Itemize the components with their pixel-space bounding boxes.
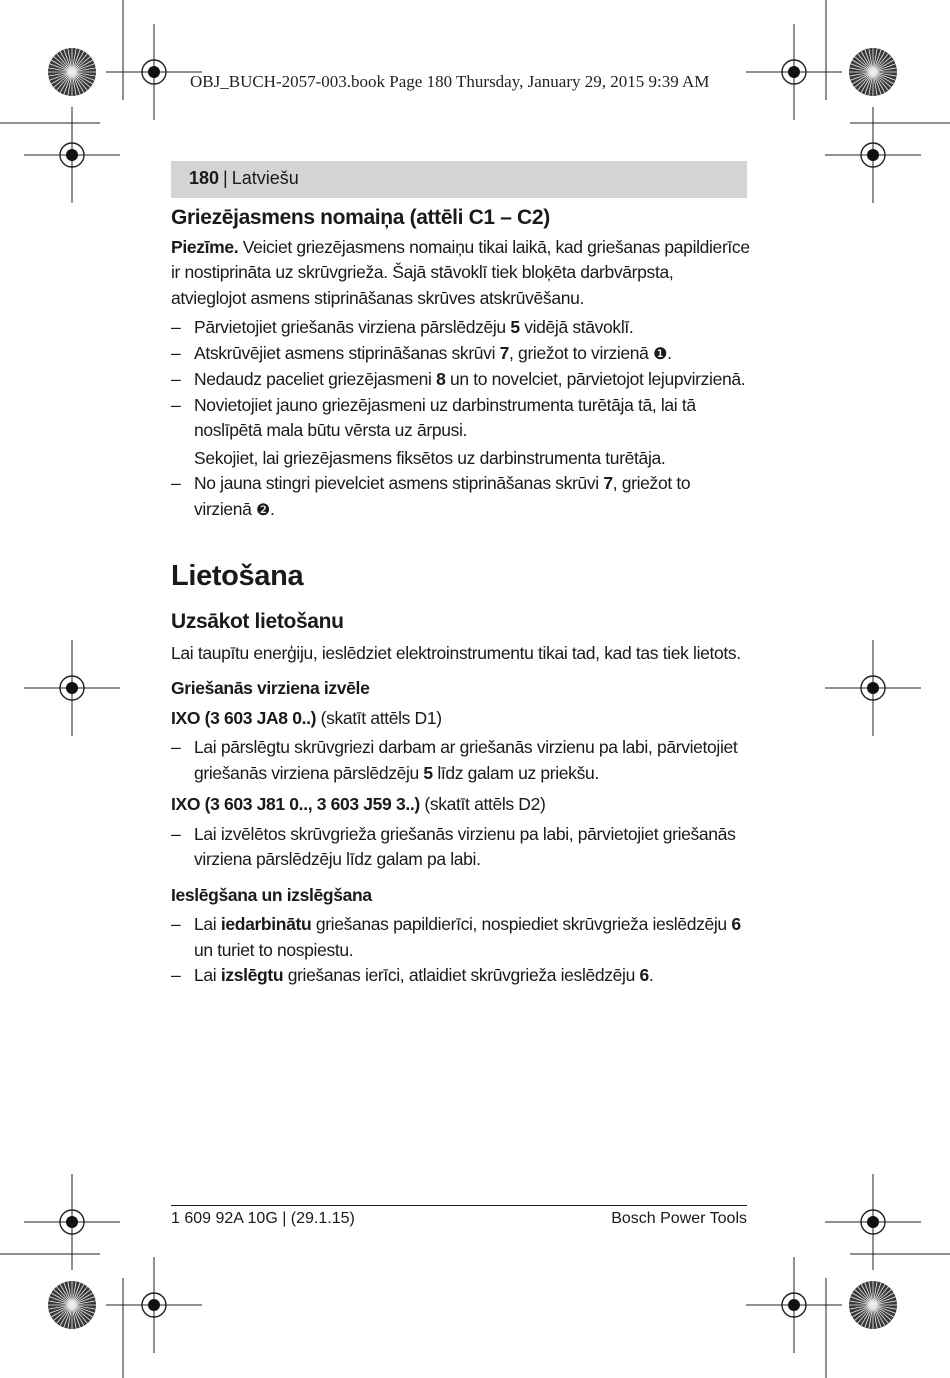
registration-target-icon (24, 107, 120, 203)
registration-target-icon (825, 640, 921, 736)
note-paragraph (171, 235, 751, 312)
start-paragraph: Lai taupītu enerģiju, ieslēdziet elektroinstrumentu tikai tad, kad tas tiek lietots. (171, 642, 741, 663)
registration-target-icon (746, 1257, 842, 1353)
registration-target-icon (825, 107, 921, 203)
list-item: – Nedaudz paceliet griezējasmeni 8 un to novelciet, pārvietojot lejupvirzienā. (171, 367, 751, 393)
footer-doc-code: 1 609 92A 10G | (29.1.15) (171, 1210, 355, 1227)
starburst-registration-icon (48, 1281, 96, 1329)
registration-target-icon (24, 1174, 120, 1270)
book-file-header: OBJ_BUCH-2057-003.book Page 180 Thursday, January 29, 2015 9:39 AM (190, 72, 710, 91)
list-item-subtext: Sekojiet, lai griezējasmens fiksētos uz darbinstrumenta turētāja. (194, 447, 666, 468)
list-item: – Lai izvēlētos skrūvgrieža griešanās virzienu pa labi, pārvietojiet griešanās virziena pārslēdzēju līdz galam pa labi. (171, 822, 751, 873)
page-header-bar (171, 161, 747, 198)
ixo2-list (171, 822, 751, 873)
list-item: – Novietojiet jauno griezējasmeni uz darbinstrumenta turētāja tā, lai tā noslīpētā mala būtu vērsta uz ārpusi. Sekojiet, lai griezējasmens fiksētos uz darbinstrumenta turētāja. (171, 393, 751, 472)
page-content (171, 205, 751, 989)
list-item: – Lai iedarbinātu griešanas papildierīci, nospiediet skrūvgrieža ieslēdzēju 6 un turiet to nospiestu. (171, 912, 751, 963)
direction-2-icon: ❷ (256, 501, 271, 519)
model-line-ixo1: IXO (3 603 JA8 0..) (skatīt attēls D1) (171, 707, 442, 728)
starburst-registration-icon (48, 48, 96, 96)
registration-target-icon (746, 24, 842, 120)
starburst-registration-icon (849, 1281, 897, 1329)
section-heading-start: Uzsākot lietošanu (171, 610, 344, 633)
model-line-ixo2: IXO (3 603 J81 0.., 3 603 J59 3..) (skatīt attēls D2) (171, 794, 546, 814)
section-heading-replace-blade: Griezējasmens nomaiņa (attēli C1 – C2) (171, 206, 550, 229)
chapter-heading-usage: Lietošana (171, 560, 304, 592)
note-text: Veiciet griezējasmens nomaiņu tikai laikā, kad griešanas papildierīce ir nostiprināta uz skrūvgrieža. Šajā stāvoklī tiek bloķēta darbvārpsta, atvieglojot asmens stiprināšanas skrūves atskrūvēšanu. (171, 236, 750, 308)
registration-target-icon (825, 1174, 921, 1270)
direction-1-icon: ❶ (653, 345, 668, 363)
page-separator: | (223, 168, 228, 188)
list-item: – Pārvietojiet griešanās virziena pārslēdzēju 5 vidējā stāvoklī. (171, 315, 751, 341)
footer-rule (171, 1205, 747, 1206)
footer-brand: Bosch Power Tools (611, 1210, 747, 1227)
subheading-direction: Griešanās virziena izvēle (171, 678, 370, 698)
replace-steps-list (171, 315, 751, 523)
list-item: – Atskrūvējiet asmens stiprināšanas skrūvi 7, griežot to virzienā ❶. (171, 341, 751, 368)
subheading-on-off: Ieslēgšana un izslēgšana (171, 884, 372, 905)
starburst-registration-icon (849, 48, 897, 96)
ixo1-list (171, 735, 751, 786)
list-item: – Lai pārslēgtu skrūvgriezi darbam ar griešanās virzienu pa labi, pārvietojiet griešanās virziena pārslēdzēju 5 līdz galam uz priekšu. (171, 735, 751, 786)
list-item: – No jauna stingri pievelciet asmens stiprināšanas skrūvi 7, griežot to virzienā ❷. (171, 471, 751, 523)
page-number: 180 (189, 168, 220, 188)
registration-target-icon (24, 640, 120, 736)
note-label: Piezīme. (171, 236, 239, 257)
page-language: Latviešu (231, 168, 299, 188)
registration-target-icon (106, 24, 202, 120)
on-off-list (171, 912, 751, 989)
list-item: – Lai izslēgtu griešanas ierīci, atlaidiet skrūvgrieža ieslēdzēju 6. (171, 963, 751, 989)
registration-target-icon (106, 1257, 202, 1353)
